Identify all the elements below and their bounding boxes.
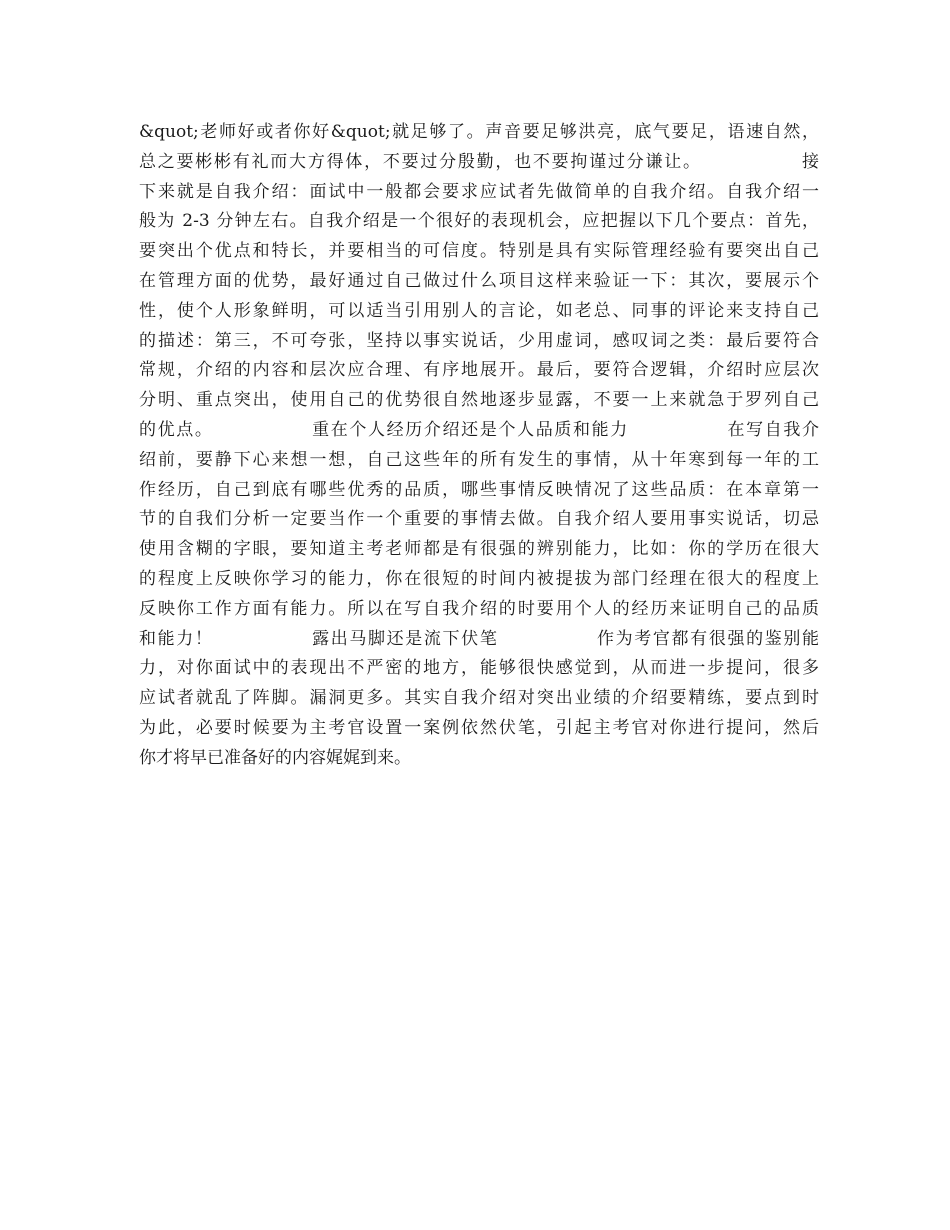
text-line: 的程度上反映你学习的能力，你在很短的时间内被提拔为部门经理在很大的程度上	[139, 568, 819, 589]
text-line: 在管理方面的优势，最好通过自己做过什么项目这样来验证一下：其次，要展示个	[139, 270, 819, 291]
text-line: 绍前，要静下心来想一想，自己这些年的所有发生的事情，从十年寒到每一年的工	[139, 449, 819, 470]
body-text	[139, 118, 819, 774]
text-line: 应试者就乱了阵脚。漏洞更多。其实自我介绍对突出业绩的介绍要精练，要点到时	[139, 688, 819, 709]
text-line: 和能力！ 露出马脚还是流下伏笔 作为考官都有很强的鉴别能	[139, 628, 819, 649]
text-line: 下来就是自我介绍：面试中一般都会要求应试者先做简单的自我介绍。自我介绍一	[139, 181, 819, 202]
text-line: 总之要彬彬有礼而大方得体，不要过分殷勤，也不要拘谨过分谦让。 接	[139, 151, 819, 172]
text-line: 的描述：第三，不可夸张，坚持以事实说话，少用虚词，感叹词之类：最后要符合	[139, 330, 819, 351]
text-line: 力，对你面试中的表现出不严密的地方，能够很快感觉到，从而进一步提问，很多	[139, 658, 819, 679]
text-line: 节的自我们分析一定要当作一个重要的事情去做。自我介绍人要用事实说话，切忌	[139, 509, 819, 530]
text-line: 的优点。 重在个人经历介绍还是个人品质和能力 在写自我介	[139, 419, 819, 440]
text-line: 要突出个优点和特长，并要相当的可信度。特别是具有实际管理经验有要突出自己	[139, 241, 819, 262]
text-line: 反映你工作方面有能力。所以在写自我介绍的时要用个人的经历来证明自己的品质	[139, 598, 819, 619]
text-line: 作经历，自己到底有哪些优秀的品质，哪些事情反映情况了这些品质：在本章第一	[139, 479, 819, 500]
text-line: 为此，必要时候要为主考官设置一案例依然伏笔，引起主考官对你进行提问，然后	[139, 717, 819, 738]
text-line: 般为 2-3 分钟左右。自我介绍是一个很好的表现机会，应把握以下几个要点：首先，	[139, 211, 819, 232]
text-line: 使用含糊的字眼，要知道主考老师都是有很强的辨别能力，比如：你的学历在很大	[139, 539, 819, 560]
text-line: 性，使个人形象鲜明，可以适当引用别人的言论，如老总、同事的评论来支持自己	[139, 300, 819, 321]
text-line: 分明、重点突出，使用自己的优势很自然地逐步显露，不要一上来就急于罗列自己	[139, 390, 819, 411]
text-line: &quot;老师好或者你好&quot;就足够了。声音要足够洪亮，底气要足，语速自然，	[139, 122, 819, 142]
text-line: 常规，介绍的内容和层次应合理、有序地展开。最后，要符合逻辑，介绍时应层次	[139, 360, 819, 381]
text-line-last: 你才将早已准备好的内容娓娓到来。	[139, 747, 411, 768]
